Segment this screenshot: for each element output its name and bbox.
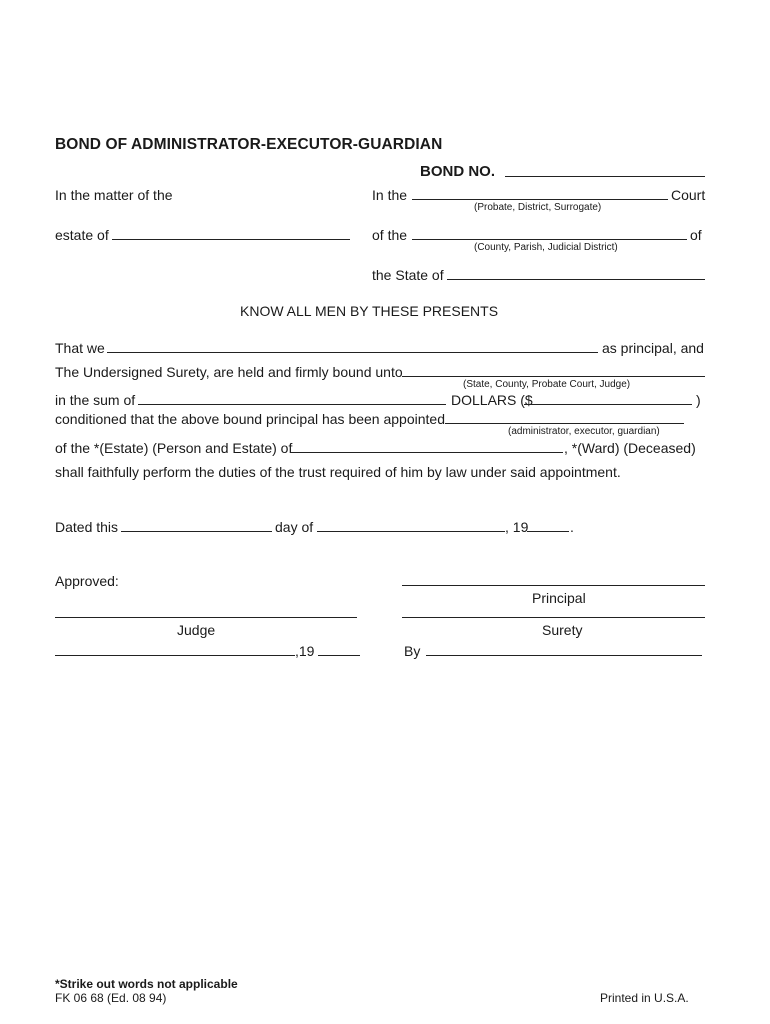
surety-sentence: The Undersigned Surety, are held and firmly bound unto: [55, 364, 403, 380]
conditioned-label: conditioned that the above bound principal has been appointed: [55, 411, 445, 427]
of-the-label: of the: [372, 227, 408, 243]
in-the-label: In the: [372, 187, 408, 203]
presents-heading: KNOW ALL MEN BY THESE PRESENTS: [240, 303, 499, 319]
duties-sentence: shall faithfully perform the duties of the trust required of him by law under said appointment.: [55, 464, 621, 480]
bond-no-field[interactable]: [505, 176, 705, 177]
bound-hint: (State, County, Probate Court, Judge): [463, 379, 631, 390]
sum-label: in the sum of: [55, 392, 136, 408]
county-field[interactable]: [412, 239, 687, 240]
day-of-label: day of: [275, 519, 314, 535]
that-we-label: That we: [55, 340, 105, 356]
approval-year-field[interactable]: [318, 655, 360, 656]
state-field[interactable]: [447, 279, 705, 280]
sum-words-field[interactable]: [138, 404, 446, 405]
year-label: , 19: [505, 519, 529, 535]
ward-label: , *(Ward) (Deceased): [564, 440, 696, 456]
dated-day-field[interactable]: [121, 531, 272, 532]
principal-name-field[interactable]: [107, 352, 598, 353]
by-label: By: [404, 643, 421, 659]
surety-label: Surety: [542, 622, 583, 638]
footnote: *Strike out words not applicable: [55, 977, 238, 991]
by-signature-line[interactable]: [426, 655, 702, 656]
judge-label: Judge: [177, 622, 216, 638]
principal-signature-line[interactable]: [402, 585, 705, 586]
dollars-amount-field[interactable]: [524, 404, 692, 405]
approval-date-field[interactable]: [55, 655, 295, 656]
appointed-as-field[interactable]: [445, 423, 684, 424]
matter-label: In the matter of the: [55, 187, 173, 203]
appointed-hint: (administrator, executor, guardian): [508, 426, 660, 437]
dated-year-field[interactable]: [527, 531, 569, 532]
printed-in-usa: Printed in U.S.A.: [600, 991, 689, 1005]
state-label: the State of: [372, 267, 444, 283]
bound-unto-field[interactable]: [402, 376, 705, 377]
county-hint: (County, Parish, Judicial District): [474, 242, 618, 253]
estate-of-label: estate of: [55, 227, 109, 243]
dollars-label: DOLLARS ($: [451, 392, 533, 408]
court-label: Court: [671, 187, 706, 203]
dated-month-field[interactable]: [317, 531, 505, 532]
period: .: [570, 519, 574, 535]
estate-name-field[interactable]: [112, 239, 350, 240]
approval-year-label: ,19: [295, 643, 315, 659]
court-field[interactable]: [412, 199, 668, 200]
ward-name-field[interactable]: [291, 452, 563, 453]
estate-person-label: of the *(Estate) (Person and Estate) of: [55, 440, 293, 456]
of-label: of: [690, 227, 702, 243]
judge-signature-line[interactable]: [55, 617, 357, 618]
form-title: BOND OF ADMINISTRATOR-EXECUTOR-GUARDIAN: [55, 136, 443, 153]
principal-label: Principal: [532, 590, 586, 606]
form-number: FK 06 68 (Ed. 08 94): [55, 991, 167, 1005]
bond-no-label: BOND NO.: [420, 163, 495, 180]
dated-label: Dated this: [55, 519, 119, 535]
as-principal-label: as principal, and: [602, 340, 704, 356]
court-hint: (Probate, District, Surrogate): [474, 202, 602, 213]
close-paren: ): [696, 392, 701, 408]
surety-signature-line[interactable]: [402, 617, 705, 618]
approved-label: Approved:: [55, 573, 119, 589]
